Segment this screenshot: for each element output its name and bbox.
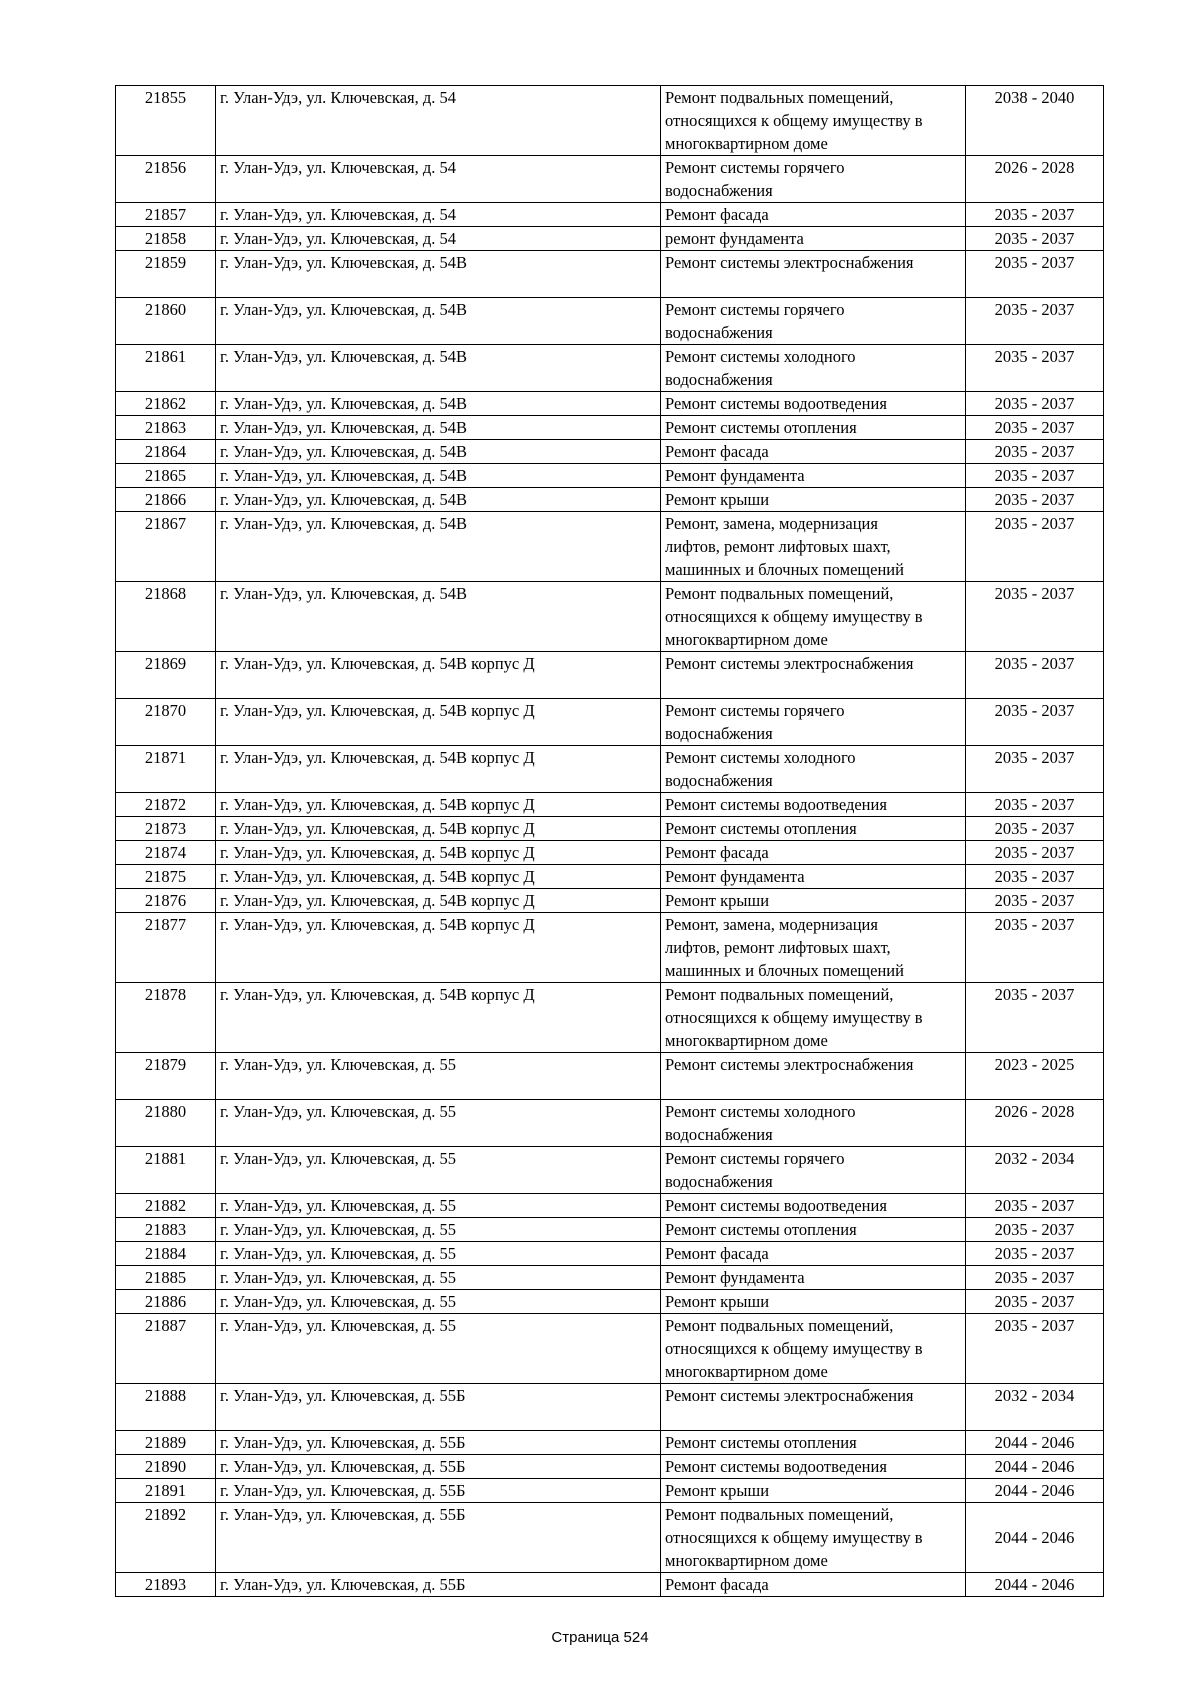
table-row (116, 1314, 1104, 1384)
address-cell: г. Улан-Удэ, ул. Ключевская, д. 54В корпус Д (216, 746, 661, 793)
row-number-cell: 21883 (116, 1218, 216, 1242)
row-number-cell: 21884 (116, 1242, 216, 1266)
period-cell: 2035 - 2037 (966, 983, 1104, 1053)
row-number-cell: 21864 (116, 440, 216, 464)
work-type-cell: Ремонт системы горячего водоснабжения (661, 699, 966, 746)
table-row (116, 1147, 1104, 1194)
period-cell: 2035 - 2037 (966, 889, 1104, 913)
period-cell: 2035 - 2037 (966, 416, 1104, 440)
address-cell: г. Улан-Удэ, ул. Ключевская, д. 55Б (216, 1503, 661, 1573)
row-number-cell: 21871 (116, 746, 216, 793)
work-type-cell: Ремонт подвальных помещений, относящихся к общему имуществу в многоквартирном доме (661, 86, 966, 156)
table-row (116, 298, 1104, 345)
period-cell: 2023 - 2025 (966, 1053, 1104, 1100)
address-cell: г. Улан-Удэ, ул. Ключевская, д. 54В корпус Д (216, 841, 661, 865)
page-number: Страница 524 (551, 1629, 649, 1646)
work-type-cell: Ремонт фасада (661, 1573, 966, 1597)
address-cell: г. Улан-Удэ, ул. Ключевская, д. 54В корпус Д (216, 652, 661, 699)
period-cell: 2035 - 2037 (966, 1290, 1104, 1314)
work-type-cell: Ремонт подвальных помещений, относящихся к общему имуществу в многоквартирном доме (661, 983, 966, 1053)
table-row (116, 227, 1104, 251)
row-number-cell: 21881 (116, 1147, 216, 1194)
address-cell: г. Улан-Удэ, ул. Ключевская, д. 54В (216, 440, 661, 464)
row-number-cell: 21886 (116, 1290, 216, 1314)
row-number-cell: 21876 (116, 889, 216, 913)
table-row (116, 1503, 1104, 1573)
row-number-cell: 21867 (116, 512, 216, 582)
table-row (116, 699, 1104, 746)
work-type-cell: Ремонт фасада (661, 440, 966, 464)
work-type-cell: Ремонт крыши (661, 1290, 966, 1314)
work-type-cell: Ремонт системы отопления (661, 817, 966, 841)
work-type-cell: Ремонт системы водоотведения (661, 1194, 966, 1218)
address-cell: г. Улан-Удэ, ул. Ключевская, д. 55Б (216, 1455, 661, 1479)
address-cell: г. Улан-Удэ, ул. Ключевская, д. 54В корпус Д (216, 913, 661, 983)
work-type-cell: Ремонт системы водоотведения (661, 1455, 966, 1479)
table-row (116, 1242, 1104, 1266)
period-cell: 2044 - 2046 (966, 1479, 1104, 1503)
period-cell: 2026 - 2028 (966, 1100, 1104, 1147)
row-number-cell: 21882 (116, 1194, 216, 1218)
period-cell: 2035 - 2037 (966, 1314, 1104, 1384)
work-type-cell: Ремонт фасада (661, 1242, 966, 1266)
period-cell: 2035 - 2037 (966, 582, 1104, 652)
row-number-cell: 21874 (116, 841, 216, 865)
address-cell: г. Улан-Удэ, ул. Ключевская, д. 54В (216, 512, 661, 582)
period-cell: 2032 - 2034 (966, 1147, 1104, 1194)
table-row (116, 865, 1104, 889)
address-cell: г. Улан-Удэ, ул. Ключевская, д. 54В (216, 392, 661, 416)
row-number-cell: 21872 (116, 793, 216, 817)
period-cell: 2035 - 2037 (966, 793, 1104, 817)
table-row (116, 1100, 1104, 1147)
address-cell: г. Улан-Удэ, ул. Ключевская, д. 54В (216, 488, 661, 512)
row-number-cell: 21857 (116, 203, 216, 227)
work-type-cell: Ремонт крыши (661, 488, 966, 512)
work-type-cell: Ремонт фундамента (661, 464, 966, 488)
work-type-cell: Ремонт системы электроснабжения (661, 652, 966, 699)
work-type-cell: Ремонт системы электроснабжения (661, 1053, 966, 1100)
address-cell: г. Улан-Удэ, ул. Ключевская, д. 54В (216, 464, 661, 488)
period-cell: 2035 - 2037 (966, 1218, 1104, 1242)
work-type-cell: Ремонт фундамента (661, 1266, 966, 1290)
address-cell: г. Улан-Удэ, ул. Ключевская, д. 55Б (216, 1384, 661, 1431)
address-cell: г. Улан-Удэ, ул. Ключевская, д. 54В корпус Д (216, 793, 661, 817)
period-cell: 2035 - 2037 (966, 1242, 1104, 1266)
work-type-cell: Ремонт системы отопления (661, 1218, 966, 1242)
address-cell: г. Улан-Удэ, ул. Ключевская, д. 54В корпус Д (216, 699, 661, 746)
work-type-cell: Ремонт крыши (661, 889, 966, 913)
period-cell: 2035 - 2037 (966, 817, 1104, 841)
period-cell: 2044 - 2046 (966, 1455, 1104, 1479)
row-number-cell: 21861 (116, 345, 216, 392)
row-number-cell: 21870 (116, 699, 216, 746)
address-cell: г. Улан-Удэ, ул. Ключевская, д. 54В (216, 298, 661, 345)
row-number-cell: 21885 (116, 1266, 216, 1290)
work-type-cell: Ремонт подвальных помещений, относящихся к общему имуществу в многоквартирном доме (661, 1314, 966, 1384)
row-number-cell: 21865 (116, 464, 216, 488)
table-row (116, 392, 1104, 416)
row-number-cell: 21891 (116, 1479, 216, 1503)
address-cell: г. Улан-Удэ, ул. Ключевская, д. 55Б (216, 1431, 661, 1455)
address-cell: г. Улан-Удэ, ул. Ключевская, д. 54В корпус Д (216, 983, 661, 1053)
table-row (116, 1290, 1104, 1314)
period-cell: 2035 - 2037 (966, 345, 1104, 392)
table-row (116, 913, 1104, 983)
table-row (116, 345, 1104, 392)
table-row (116, 1053, 1104, 1100)
period-cell: 2038 - 2040 (966, 86, 1104, 156)
table-row (116, 746, 1104, 793)
table-row (116, 440, 1104, 464)
row-number-cell: 21859 (116, 251, 216, 298)
period-cell: 2035 - 2037 (966, 1194, 1104, 1218)
table-body (116, 86, 1104, 1597)
work-type-cell: Ремонт системы холодного водоснабжения (661, 1100, 966, 1147)
row-number-cell: 21889 (116, 1431, 216, 1455)
row-number-cell: 21868 (116, 582, 216, 652)
table-row (116, 488, 1104, 512)
row-number-cell: 21890 (116, 1455, 216, 1479)
work-type-cell: Ремонт, замена, модернизация лифтов, ремонт лифтовых шахт, машинных и блочных помещений (661, 512, 966, 582)
table-row (116, 251, 1104, 298)
work-type-cell: Ремонт системы водоотведения (661, 392, 966, 416)
table-row (116, 983, 1104, 1053)
row-number-cell: 21888 (116, 1384, 216, 1431)
address-cell: г. Улан-Удэ, ул. Ключевская, д. 55Б (216, 1573, 661, 1597)
period-cell: 2035 - 2037 (966, 488, 1104, 512)
period-cell: 2035 - 2037 (966, 512, 1104, 582)
table-row (116, 652, 1104, 699)
row-number-cell: 21880 (116, 1100, 216, 1147)
address-cell: г. Улан-Удэ, ул. Ключевская, д. 55 (216, 1290, 661, 1314)
table-row (116, 841, 1104, 865)
period-cell: 2035 - 2037 (966, 251, 1104, 298)
table-row (116, 1479, 1104, 1503)
row-number-cell: 21856 (116, 156, 216, 203)
table-row (116, 512, 1104, 582)
address-cell: г. Улан-Удэ, ул. Ключевская, д. 54В (216, 251, 661, 298)
table-row (116, 156, 1104, 203)
work-type-cell: Ремонт системы отопления (661, 1431, 966, 1455)
repair-schedule-table (115, 85, 1104, 1597)
work-type-cell: Ремонт подвальных помещений, относящихся к общему имуществу в многоквартирном доме (661, 582, 966, 652)
table-row (116, 1194, 1104, 1218)
row-number-cell: 21858 (116, 227, 216, 251)
table-row (116, 203, 1104, 227)
row-number-cell: 21873 (116, 817, 216, 841)
period-cell: 2044 - 2046 (966, 1431, 1104, 1455)
address-cell: г. Улан-Удэ, ул. Ключевская, д. 55 (216, 1100, 661, 1147)
period-cell: 2032 - 2034 (966, 1384, 1104, 1431)
period-cell: 2035 - 2037 (966, 699, 1104, 746)
row-number-cell: 21875 (116, 865, 216, 889)
address-cell: г. Улан-Удэ, ул. Ключевская, д. 54В корпус Д (216, 817, 661, 841)
table-row (116, 889, 1104, 913)
row-number-cell: 21877 (116, 913, 216, 983)
work-type-cell: Ремонт системы горячего водоснабжения (661, 1147, 966, 1194)
address-cell: г. Улан-Удэ, ул. Ключевская, д. 54 (216, 203, 661, 227)
table-row (116, 1384, 1104, 1431)
table-row (116, 582, 1104, 652)
period-cell: 2035 - 2037 (966, 227, 1104, 251)
row-number-cell: 21879 (116, 1053, 216, 1100)
table-row (116, 1431, 1104, 1455)
period-cell: 2035 - 2037 (966, 652, 1104, 699)
work-type-cell: Ремонт фасада (661, 203, 966, 227)
work-type-cell: Ремонт системы горячего водоснабжения (661, 298, 966, 345)
period-cell: 2035 - 2037 (966, 203, 1104, 227)
table-row (116, 1573, 1104, 1597)
address-cell: г. Улан-Удэ, ул. Ключевская, д. 54В (216, 345, 661, 392)
address-cell: г. Улан-Удэ, ул. Ключевская, д. 54В (216, 416, 661, 440)
table-row (116, 1218, 1104, 1242)
table-row (116, 817, 1104, 841)
table-row (116, 416, 1104, 440)
address-cell: г. Улан-Удэ, ул. Ключевская, д. 54 (216, 227, 661, 251)
work-type-cell: Ремонт системы холодного водоснабжения (661, 345, 966, 392)
work-type-cell: Ремонт системы холодного водоснабжения (661, 746, 966, 793)
address-cell: г. Улан-Удэ, ул. Ключевская, д. 55 (216, 1053, 661, 1100)
row-number-cell: 21892 (116, 1503, 216, 1573)
address-cell: г. Улан-Удэ, ул. Ключевская, д. 55 (216, 1266, 661, 1290)
period-cell: 2035 - 2037 (966, 913, 1104, 983)
row-number-cell: 21866 (116, 488, 216, 512)
row-number-cell: 21887 (116, 1314, 216, 1384)
work-type-cell: Ремонт системы электроснабжения (661, 1384, 966, 1431)
period-cell: 2044 - 2046 (966, 1503, 1104, 1573)
work-type-cell: Ремонт, замена, модернизация лифтов, ремонт лифтовых шахт, машинных и блочных помещений (661, 913, 966, 983)
address-cell: г. Улан-Удэ, ул. Ключевская, д. 54 (216, 156, 661, 203)
work-type-cell: Ремонт подвальных помещений, относящихся к общему имуществу в многоквартирном доме (661, 1503, 966, 1573)
period-cell: 2044 - 2046 (966, 1573, 1104, 1597)
work-type-cell: Ремонт системы горячего водоснабжения (661, 156, 966, 203)
period-cell: 2035 - 2037 (966, 298, 1104, 345)
work-type-cell: Ремонт системы водоотведения (661, 793, 966, 817)
work-type-cell: Ремонт крыши (661, 1479, 966, 1503)
period-cell: 2035 - 2037 (966, 392, 1104, 416)
row-number-cell: 21869 (116, 652, 216, 699)
period-cell: 2035 - 2037 (966, 746, 1104, 793)
address-cell: г. Улан-Удэ, ул. Ключевская, д. 54В корпус Д (216, 865, 661, 889)
row-number-cell: 21878 (116, 983, 216, 1053)
table-row (116, 86, 1104, 156)
row-number-cell: 21862 (116, 392, 216, 416)
row-number-cell: 21855 (116, 86, 216, 156)
period-cell: 2035 - 2037 (966, 841, 1104, 865)
row-number-cell: 21860 (116, 298, 216, 345)
table-row (116, 464, 1104, 488)
table-row (116, 793, 1104, 817)
work-type-cell: Ремонт фасада (661, 841, 966, 865)
work-type-cell: Ремонт системы электроснабжения (661, 251, 966, 298)
table-row (116, 1455, 1104, 1479)
period-cell: 2026 - 2028 (966, 156, 1104, 203)
work-type-cell: ремонт фундамента (661, 227, 966, 251)
address-cell: г. Улан-Удэ, ул. Ключевская, д. 54 (216, 86, 661, 156)
row-number-cell: 21893 (116, 1573, 216, 1597)
work-type-cell: Ремонт фундамента (661, 865, 966, 889)
address-cell: г. Улан-Удэ, ул. Ключевская, д. 54В (216, 582, 661, 652)
period-cell: 2035 - 2037 (966, 865, 1104, 889)
table-row (116, 1266, 1104, 1290)
row-number-cell: 21863 (116, 416, 216, 440)
address-cell: г. Улан-Удэ, ул. Ключевская, д. 55 (216, 1218, 661, 1242)
work-type-cell: Ремонт системы отопления (661, 416, 966, 440)
period-cell: 2035 - 2037 (966, 464, 1104, 488)
period-cell: 2035 - 2037 (966, 1266, 1104, 1290)
address-cell: г. Улан-Удэ, ул. Ключевская, д. 55Б (216, 1479, 661, 1503)
period-cell: 2035 - 2037 (966, 440, 1104, 464)
address-cell: г. Улан-Удэ, ул. Ключевская, д. 55 (216, 1194, 661, 1218)
address-cell: г. Улан-Удэ, ул. Ключевская, д. 55 (216, 1314, 661, 1384)
address-cell: г. Улан-Удэ, ул. Ключевская, д. 55 (216, 1242, 661, 1266)
address-cell: г. Улан-Удэ, ул. Ключевская, д. 55 (216, 1147, 661, 1194)
address-cell: г. Улан-Удэ, ул. Ключевская, д. 54В корпус Д (216, 889, 661, 913)
